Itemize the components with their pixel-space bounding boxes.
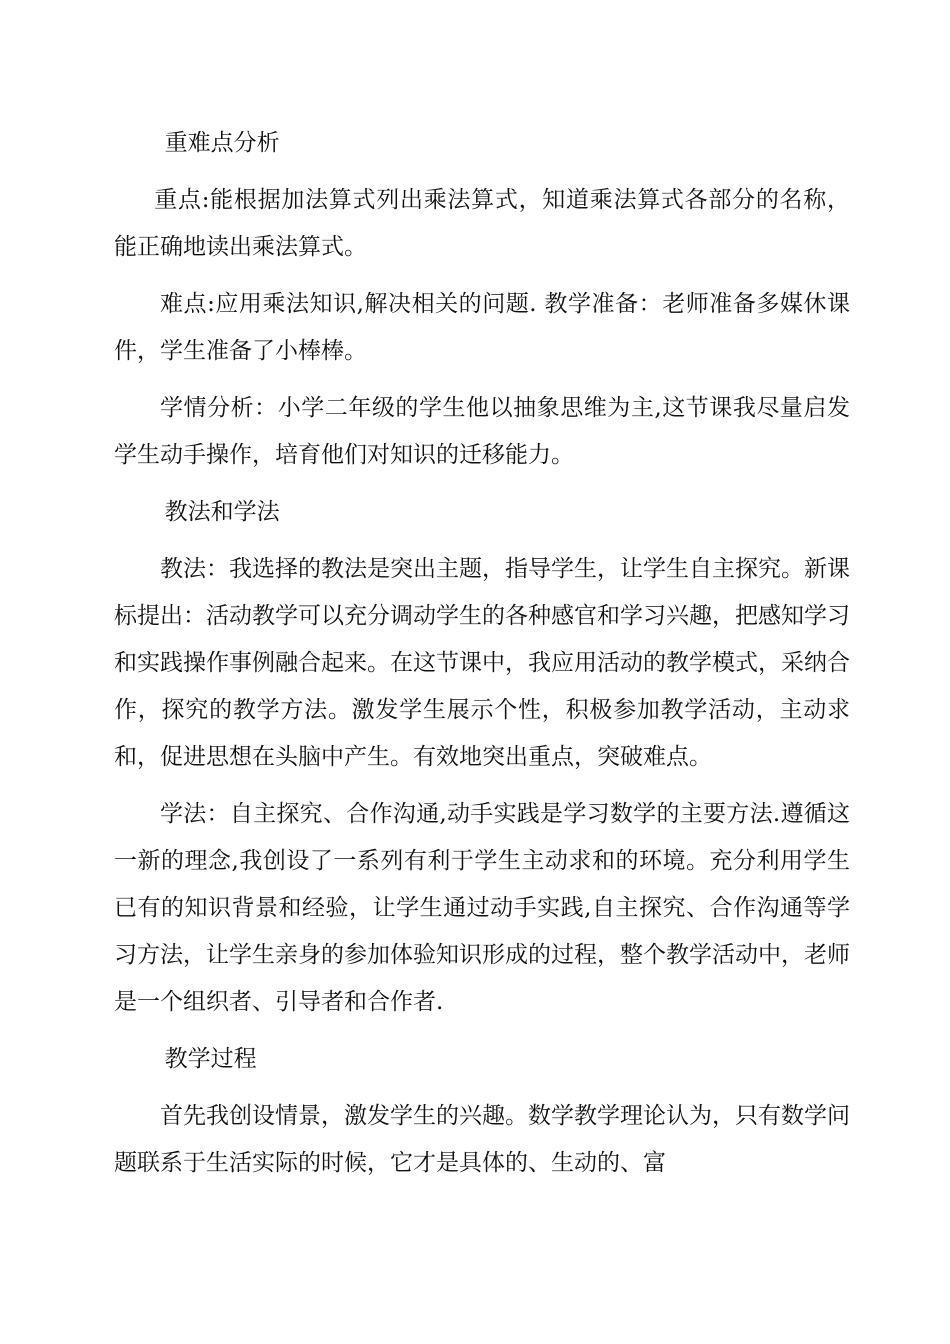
paragraph-teaching-method: 教法：我选择的教法是突出主题，指导学生，让学生自主探究。新课标提出：活动教学可以充分调动学生的各种感官和学习兴趣，把感知学习和实践操作事例融合起来。在这节课中，我应用活动的教学模式，采纳合作，探究的教学方法。激发学生展示个性，积极参加教学活动，主动求和，促进思想在头脑中产生。有效地突出重点，突破难点。	[114, 556, 850, 770]
paragraph-learning-method: 学法：自主探究、合作沟通,动手实践是学习数学的主要方法.遵循这一新的理念,我创设了一系列有利于学生主动求和的环境。充分利用学生已有的知识背景和经验，让学生通过动手实践,自主探究、合作沟通等学习方法，让学生亲身的参加体验知识形成的过程，整个教学活动中，老师是一个组织者、引导者和合作者.	[114, 801, 850, 1015]
document-page	[114, 120, 850, 1197]
paragraph-difficulty-and-preparation: 难点:应用乘法知识,解决相关的问题. 教学准备：老师准备多媒休课件，学生准备了小棒棒。	[114, 291, 850, 364]
paragraph-teaching-process-intro: 首先我创设情景，激发学生的兴趣。数学教学理论认为，只有数学问题联系于生活实际的时候，它才是具体的、生动的、富	[114, 1103, 850, 1176]
section-heading-methods: 教法和学法	[164, 499, 280, 525]
section-heading-teaching-process: 教学过程	[164, 1046, 257, 1072]
paragraph-key-point: 重点:能根据加法算式列出乘法算式，知道乘法算式各部分的名称，能正确地读出乘法算式。	[114, 187, 850, 260]
section-heading-key-points: 重难点分析	[164, 130, 280, 156]
paragraph-student-analysis: 学情分析：小学二年级的学生他以抽象思维为主,这节课我尽量启发学生动手操作，培育他们对知识的迁移能力。	[114, 395, 850, 468]
